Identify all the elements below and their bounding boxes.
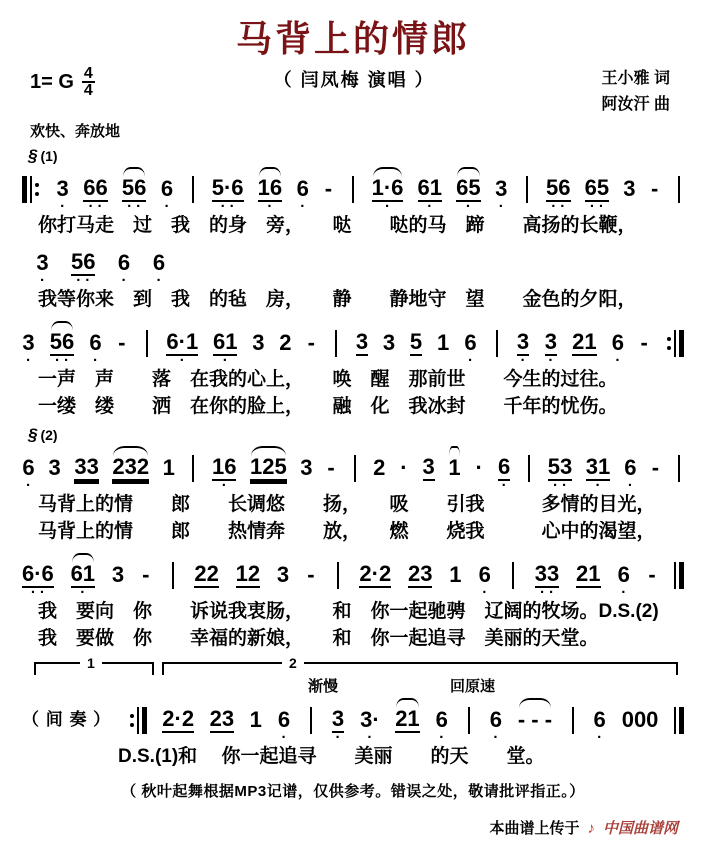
note-token: 6 · bbox=[22, 455, 35, 494]
barline bbox=[568, 696, 578, 743]
note-token: 3 bbox=[355, 329, 369, 354]
octave-dots: · bbox=[222, 352, 232, 369]
note-token: - bbox=[307, 330, 315, 355]
thin-barline bbox=[310, 707, 312, 734]
volta-1-label: 1 bbox=[80, 655, 102, 671]
note-token: - bbox=[118, 330, 126, 355]
score bbox=[22, 147, 684, 770]
octave-dots: · bbox=[595, 477, 605, 494]
note-token: 6 · bbox=[160, 176, 174, 215]
watermark-logo-text: 中国曲谱网 bbox=[602, 820, 678, 837]
thick-barline bbox=[679, 562, 684, 589]
performer-subtitle: （ 闫凤梅 演唱 ） bbox=[273, 70, 435, 90]
barline bbox=[331, 319, 341, 366]
note-token: 3 · bbox=[495, 176, 508, 215]
thin-barline bbox=[526, 176, 528, 203]
octave-dots: ·· bbox=[540, 584, 558, 601]
thin-barline bbox=[352, 176, 354, 203]
key-prefix: 1= G bbox=[30, 70, 74, 93]
octave-dots: · bbox=[335, 729, 345, 746]
note-token: 33 bbox=[74, 454, 99, 479]
thin-barline bbox=[678, 176, 680, 203]
slur-arc bbox=[457, 167, 479, 177]
octave-dots: · bbox=[467, 352, 477, 369]
thin-barline bbox=[337, 562, 339, 589]
note-token: 3 bbox=[422, 454, 435, 479]
note-token: 16 · bbox=[258, 165, 282, 212]
note-token: 3 bbox=[623, 176, 636, 201]
octave-dots: · bbox=[501, 477, 511, 494]
slur-arc bbox=[519, 698, 551, 708]
thick-barline bbox=[679, 707, 684, 734]
thin-barline bbox=[572, 707, 574, 734]
interlude-label: （ 间 奏 ） bbox=[22, 710, 112, 729]
note-token: 6 · bbox=[464, 330, 477, 369]
note-token: 5 bbox=[409, 329, 423, 354]
note-token: 33 ·· bbox=[534, 561, 560, 601]
thin-barline bbox=[146, 330, 148, 357]
note-token: - bbox=[327, 455, 335, 480]
slur-arc bbox=[396, 698, 418, 708]
note-token: 125 bbox=[250, 444, 287, 491]
page-title: 马背上的情郎 bbox=[235, 18, 470, 59]
octave-dots: ·· bbox=[88, 198, 107, 215]
thin-barline bbox=[674, 330, 676, 357]
note-token: 1 bbox=[436, 330, 450, 355]
note-token: 6·1 · bbox=[166, 329, 199, 369]
note-token: 6 · bbox=[435, 707, 449, 746]
thin-barline bbox=[674, 707, 676, 734]
thin-barline bbox=[512, 562, 514, 589]
note-token: 1 bbox=[162, 455, 175, 480]
note-token: 1 bbox=[449, 562, 462, 587]
time-signature-numerator: 4 bbox=[83, 65, 93, 82]
note-token: 3 bbox=[382, 330, 396, 355]
note-token: · bbox=[475, 455, 483, 480]
slur-arc bbox=[123, 167, 145, 177]
thin-barline bbox=[678, 455, 680, 482]
note-token: · bbox=[400, 455, 408, 480]
tempo-text: 欢快、奔放地 bbox=[30, 123, 121, 140]
repeat-dots bbox=[667, 330, 671, 357]
note-token: 56 ·· bbox=[71, 249, 96, 289]
note-token: - bbox=[307, 562, 315, 587]
thin-barline bbox=[496, 330, 498, 357]
notes-line bbox=[22, 444, 684, 494]
thin-barline bbox=[528, 455, 530, 482]
repeat-dots bbox=[130, 707, 134, 734]
thin-barline bbox=[137, 707, 139, 734]
slur-arc bbox=[251, 446, 286, 456]
octave-dots: · bbox=[281, 729, 291, 746]
system-1 bbox=[22, 147, 684, 313]
note-token: 3 · bbox=[544, 329, 558, 369]
barline bbox=[664, 319, 684, 366]
music-note-icon: ♪ bbox=[587, 820, 595, 837]
segno-mark: § (1) bbox=[28, 146, 58, 165]
system-3 bbox=[22, 426, 684, 545]
slur-arc bbox=[373, 167, 403, 177]
note-token: 6·6 ·· bbox=[22, 561, 54, 601]
note-token: 65 · bbox=[456, 165, 480, 212]
note-token: 31 · bbox=[585, 454, 611, 494]
barline bbox=[168, 551, 178, 598]
note-token: 3 · bbox=[56, 176, 70, 215]
octave-dots: · bbox=[439, 729, 449, 746]
barline bbox=[306, 696, 316, 743]
octave-dots: · bbox=[597, 729, 607, 746]
note-token: 6 · bbox=[277, 707, 291, 746]
note-token: 12 bbox=[235, 561, 261, 586]
octave-dots: · bbox=[267, 198, 277, 215]
octave-dots: ·· bbox=[127, 198, 146, 215]
thick-barline bbox=[679, 330, 684, 357]
barline bbox=[333, 551, 343, 598]
note-token: 6 · bbox=[89, 330, 103, 369]
system-2 bbox=[22, 319, 684, 420]
thin-barline bbox=[354, 455, 356, 482]
thin-barline bbox=[674, 562, 676, 589]
system-5 bbox=[22, 655, 684, 770]
thin-barline bbox=[192, 455, 194, 482]
note-token: - bbox=[640, 330, 648, 355]
octave-dots: · bbox=[80, 584, 90, 601]
volta-bracket-2 bbox=[162, 655, 678, 675]
note-token: 6 · bbox=[611, 330, 625, 369]
note-token: 61 · bbox=[417, 175, 443, 215]
note-token: 3· · bbox=[360, 707, 380, 746]
note-token: 2·2 bbox=[162, 706, 195, 731]
lyric-line: 一缕 缕 洒 在你的脸上， 融 化 我冰封 千年的忧伤。 bbox=[38, 396, 618, 417]
note-token: 21 bbox=[572, 329, 597, 354]
note-token: 56 ·· bbox=[50, 319, 74, 366]
segno-icon: § bbox=[28, 425, 38, 444]
thin-barline bbox=[172, 562, 174, 589]
octave-dots: ·· bbox=[551, 198, 570, 215]
barline bbox=[350, 444, 360, 491]
octave-dots: · bbox=[498, 198, 508, 215]
lyric-line: 马背上的情 郎 长调悠 扬， 吸 引我 多情的目光， bbox=[38, 494, 656, 515]
note-token: 3 bbox=[300, 455, 313, 480]
note-token: 61 · bbox=[71, 551, 95, 598]
note-token: 3 bbox=[111, 562, 125, 587]
octave-dots: ·· bbox=[220, 198, 239, 215]
note-token: 1 bbox=[249, 707, 262, 732]
octave-dots: ·· bbox=[55, 352, 74, 369]
footer-note: （ 秋叶起舞根据MP3记谱，仅供参考。错误之处，敬请批评指正。） bbox=[121, 783, 585, 800]
lyric-line: 你打马走 过 我 的身 旁， 哒 哒的马 蹄 高扬的长鞭， bbox=[38, 215, 637, 236]
slur-arc bbox=[51, 321, 73, 331]
slur-arc bbox=[113, 446, 148, 456]
note-token: 16 · bbox=[211, 454, 237, 494]
thick-barline bbox=[22, 176, 27, 203]
segno-mark: § (2) bbox=[28, 425, 58, 444]
note-token: 3 bbox=[276, 562, 290, 587]
barline bbox=[492, 319, 502, 366]
note-token: - bbox=[651, 455, 660, 480]
octave-dots: · bbox=[156, 272, 166, 289]
header-row bbox=[22, 66, 684, 118]
octave-dots: · bbox=[427, 198, 437, 215]
key-signature bbox=[22, 66, 95, 98]
notes-line bbox=[22, 165, 684, 215]
system-4 bbox=[22, 551, 684, 652]
octave-dots: ·· bbox=[552, 477, 571, 494]
volta-2-label: 2 bbox=[282, 655, 304, 671]
octave-dots: · bbox=[493, 729, 503, 746]
note-token: 6 · bbox=[617, 562, 631, 601]
note-token: - bbox=[324, 176, 333, 201]
octave-dots: · bbox=[93, 352, 103, 369]
note-token: 23 bbox=[407, 561, 433, 586]
a-tempo-label: 回原速 bbox=[450, 678, 496, 695]
barline bbox=[674, 696, 684, 743]
notes-line bbox=[22, 696, 684, 746]
octave-dots: · bbox=[482, 584, 492, 601]
lyric-line: 马背上的情 郎 热情奔 放， 燃 烧我 心中的渴望， bbox=[38, 521, 656, 542]
note-token: 56 ·· bbox=[122, 165, 146, 212]
octave-dots: · bbox=[121, 272, 131, 289]
notes-line bbox=[22, 239, 698, 289]
barline bbox=[674, 444, 684, 491]
lyric-line: 我 要向 你 诉说我衷肠， 和 你一起驰骋 辽阔的牧场。D.S.(2) bbox=[38, 601, 659, 622]
octave-dots: · bbox=[164, 198, 174, 215]
note-token: 23 bbox=[209, 706, 235, 731]
notes-line bbox=[22, 551, 684, 601]
lyric-line: D.S.(1)和 你一起追寻 美丽 的天 堂。 bbox=[118, 746, 545, 767]
barline bbox=[22, 165, 42, 212]
note-token: 3 · bbox=[516, 329, 530, 369]
note-token: 21 bbox=[576, 561, 601, 586]
octave-dots: · bbox=[26, 352, 35, 369]
barline bbox=[188, 165, 198, 212]
octave-dots: ·· bbox=[589, 198, 608, 215]
note-token: 3 · bbox=[22, 330, 35, 369]
octave-dots: · bbox=[26, 477, 35, 494]
barline bbox=[522, 165, 532, 212]
barline bbox=[524, 444, 534, 491]
time-signature bbox=[82, 66, 95, 98]
barline bbox=[127, 696, 147, 743]
note-token: 2 bbox=[279, 330, 292, 355]
repeat-dots bbox=[35, 176, 39, 203]
lyric-line: 我等你来 到 我 的毡 房， 静 静地守 望 金色的夕阳， bbox=[38, 289, 637, 310]
note-token: 3 · bbox=[36, 250, 49, 289]
note-token: 3 bbox=[48, 455, 61, 480]
note-token: - bbox=[142, 562, 150, 587]
note-token: - bbox=[648, 562, 656, 587]
note-token: 6 · bbox=[593, 707, 607, 746]
barline bbox=[674, 165, 684, 212]
credits bbox=[602, 66, 684, 118]
octave-dots: · bbox=[621, 584, 631, 601]
note-token: 2 bbox=[373, 455, 386, 480]
barline bbox=[142, 319, 152, 366]
note-token: 21 bbox=[395, 696, 419, 743]
segno-icon: § bbox=[28, 146, 38, 165]
note-token: 6 · bbox=[152, 250, 166, 289]
barline bbox=[508, 551, 518, 598]
octave-dots: ·· bbox=[30, 584, 49, 601]
note-token: 3 bbox=[252, 330, 265, 355]
watermark-prefix: 本曲谱上传于 bbox=[489, 820, 580, 837]
barline bbox=[348, 165, 358, 212]
octave-dots: ·· bbox=[76, 272, 95, 289]
barline bbox=[188, 444, 198, 491]
slur-arc bbox=[449, 446, 459, 456]
note-token: 232 bbox=[112, 444, 149, 491]
octave-dots: · bbox=[520, 352, 530, 369]
barline bbox=[674, 551, 684, 598]
thin-barline bbox=[30, 176, 32, 203]
thick-barline bbox=[142, 707, 147, 734]
note-token: 5·6 ·· bbox=[211, 175, 244, 215]
notes-line bbox=[22, 319, 684, 369]
composer-credit: 阿汝汗 曲 bbox=[601, 96, 670, 113]
thin-barline bbox=[468, 707, 470, 734]
note-token: 6 · bbox=[624, 455, 637, 494]
octave-dots: · bbox=[548, 352, 558, 369]
octave-dots: · bbox=[385, 198, 395, 215]
volta-bracket-1 bbox=[34, 655, 154, 675]
slur-arc bbox=[259, 167, 281, 177]
note-token: 000 bbox=[621, 707, 659, 732]
barline bbox=[464, 696, 474, 743]
octave-dots: · bbox=[60, 198, 70, 215]
note-token: 65 ·· bbox=[584, 175, 610, 215]
note-token: 3 · bbox=[331, 706, 345, 746]
lyric-line: 我 要做 你 幸福的新娘， 和 你一起追寻 美丽的天堂。 bbox=[38, 628, 599, 649]
note-token: - bbox=[650, 176, 659, 201]
thin-barline bbox=[192, 176, 194, 203]
note-token: - - - bbox=[518, 696, 552, 743]
note-token: 61 · bbox=[212, 329, 238, 369]
octave-dots: · bbox=[300, 198, 310, 215]
watermark bbox=[22, 817, 684, 838]
octave-dots: · bbox=[465, 198, 475, 215]
note-token: 53 ·· bbox=[547, 454, 573, 494]
note-token: 6 · bbox=[498, 454, 511, 494]
note-token: 6 · bbox=[478, 562, 492, 601]
lyric-line: 一声 声 落 在我的心上， 唤 醒 那前世 今生的过往。 bbox=[38, 369, 618, 390]
note-token: 1 bbox=[448, 444, 460, 491]
thin-barline bbox=[335, 330, 337, 357]
note-token: 22 bbox=[194, 561, 219, 586]
octave-dots: · bbox=[179, 352, 189, 369]
octave-dots: · bbox=[615, 352, 625, 369]
octave-dots: · bbox=[221, 477, 231, 494]
note-token: 66 ·· bbox=[83, 175, 108, 215]
octave-dots: · bbox=[627, 477, 637, 494]
time-signature-denominator: 4 bbox=[83, 82, 93, 99]
note-token: 6 · bbox=[296, 176, 310, 215]
note-token: 2·2 bbox=[359, 561, 392, 586]
slur-arc bbox=[72, 553, 94, 563]
note-token: 6 · bbox=[489, 707, 503, 746]
octave-dots: · bbox=[40, 272, 49, 289]
rit-label: 渐慢 bbox=[308, 678, 339, 695]
note-token: 56 ·· bbox=[546, 175, 571, 215]
note-token: 6 · bbox=[117, 250, 131, 289]
octave-dots: · bbox=[367, 729, 377, 746]
note-token: 1·6 · bbox=[372, 165, 404, 212]
lyricist-credit: 王小雅 词 bbox=[601, 70, 670, 87]
